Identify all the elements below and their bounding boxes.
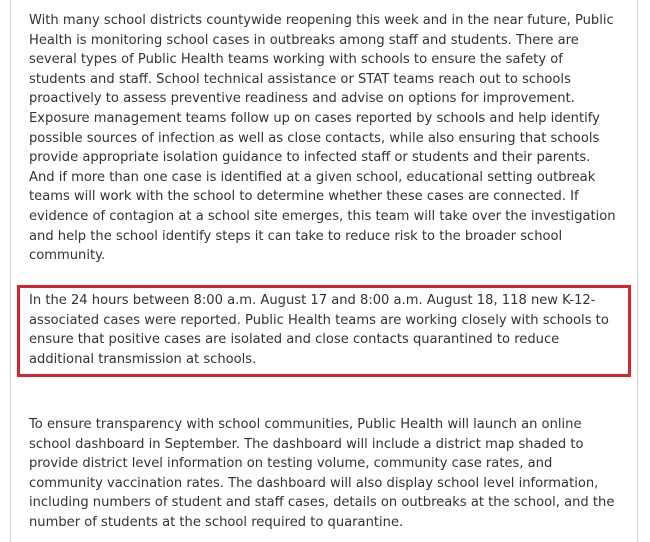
paragraph-school-dashboard: To ensure transparency with school communities, Public Health will launch an online school dashboard in September. The dashboard will include a district map shaded to provide district level information on testing volume, community case rates, and community vaccination rates. The dashboard will also display school level information, including numbers of student and staff cases, details on outbreaks at the school, and the number of students at the school required to quarantine. [29, 417, 615, 530]
paragraph-school-outbreak-teams: With many school districts countywide reopening this week and in the near future, Public Health is monitoring school cases in outbreaks among staff and students. There are several types of Public Health teams working with schools to ensure the safety of students and staff. School technical assistance or STAT teams reach out to schools proactively to assess preventive readiness and advise on options for improvement. Exposure management teams follow up on cases reported by schools and help identify possible sources of infection as well as close contacts, while also ensuring that schools provide appropriate isolation guidance to infected staff or students and their parents. And if more than one case is identified at a given school, educational setting outbreak teams will work with the school to determine whether these cases are connected. If evidence of contagion at a school site emerges, this team will take over the investigation and help the school identify steps it can take to reduce risk to the broader school community. [29, 13, 616, 264]
paragraph-new-k12-cases: In the 24 hours between 8:00 a.m. August 17 and 8:00 a.m. August 18, 118 new K-12-associated cases were reported. Public Health teams are working closely with schools to ensure that positive cases are isolated and close contacts quarantined to reduce additional transmission at schools. [29, 293, 609, 367]
